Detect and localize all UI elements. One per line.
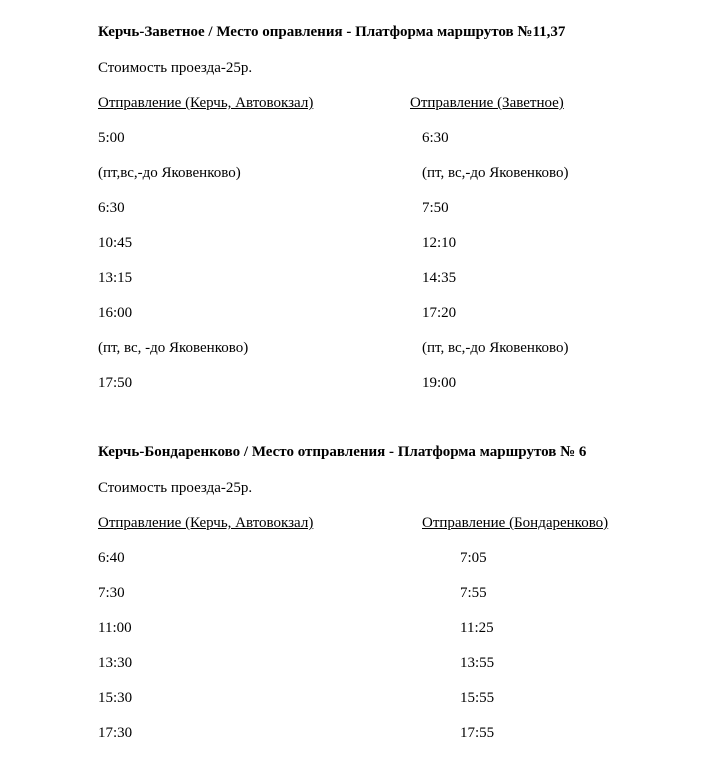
route2-right-row: 17:55 <box>460 725 495 741</box>
route1-right-row: 7:50 <box>422 200 449 216</box>
route1-left-row: 17:50 <box>98 375 133 391</box>
route1-left-header: Отправление (Керчь, Автовокзал) <box>98 95 314 111</box>
route2-right-row: 15:55 <box>460 690 495 706</box>
route2-right-header: Отправление (Бондаренково) <box>422 515 609 531</box>
route1-right-header: Отправление (Заветное) <box>410 95 564 111</box>
route1-right-row: 17:20 <box>422 305 457 321</box>
route2-price: Стоимость проезда-25р. <box>98 480 253 496</box>
route1-right-row: 14:35 <box>422 270 457 286</box>
route2-right-row: 7:05 <box>460 550 487 566</box>
route2-right-row: 11:25 <box>460 620 494 636</box>
route2-left-row: 15:30 <box>98 690 133 706</box>
route1-left-row: 10:45 <box>98 235 133 251</box>
route2-right-row: 7:55 <box>460 585 487 601</box>
route1-price: Стоимость проезда-25р. <box>98 60 253 76</box>
route1-right-row: 6:30 <box>422 130 449 146</box>
route1-title: Керчь-Заветное / Место оправления - Платформа маршрутов №11,37 <box>98 24 566 40</box>
route1-left-row: 6:30 <box>98 200 125 216</box>
route2-left-row: 7:30 <box>98 585 125 601</box>
route1-right-row: 12:10 <box>422 235 457 251</box>
route1-left-row: 16:00 <box>98 305 133 321</box>
route1-left-row: 5:00 <box>98 130 125 146</box>
route2-right-row: 13:55 <box>460 655 495 671</box>
route2-left-row: 17:30 <box>98 725 133 741</box>
route1-left-row: (пт, вс, -до Яковенково) <box>98 340 249 356</box>
route2-title: Керчь-Бондаренково / Место отправления - Платформа маршрутов № 6 <box>98 444 587 460</box>
route2-left-header: Отправление (Керчь, Автовокзал) <box>98 515 314 531</box>
route1-right-row: 19:00 <box>422 375 457 391</box>
route1-left-row: 13:15 <box>98 270 133 286</box>
route2-left-row: 6:40 <box>98 550 125 566</box>
route1-right-row: (пт, вс,-до Яковенково) <box>422 165 569 181</box>
route1-right-row: (пт, вс,-до Яковенково) <box>422 340 569 356</box>
route2-left-row: 13:30 <box>98 655 133 671</box>
route2-left-row: 11:00 <box>98 620 132 636</box>
route1-left-row: (пт,вс,-до Яковенково) <box>98 165 241 181</box>
